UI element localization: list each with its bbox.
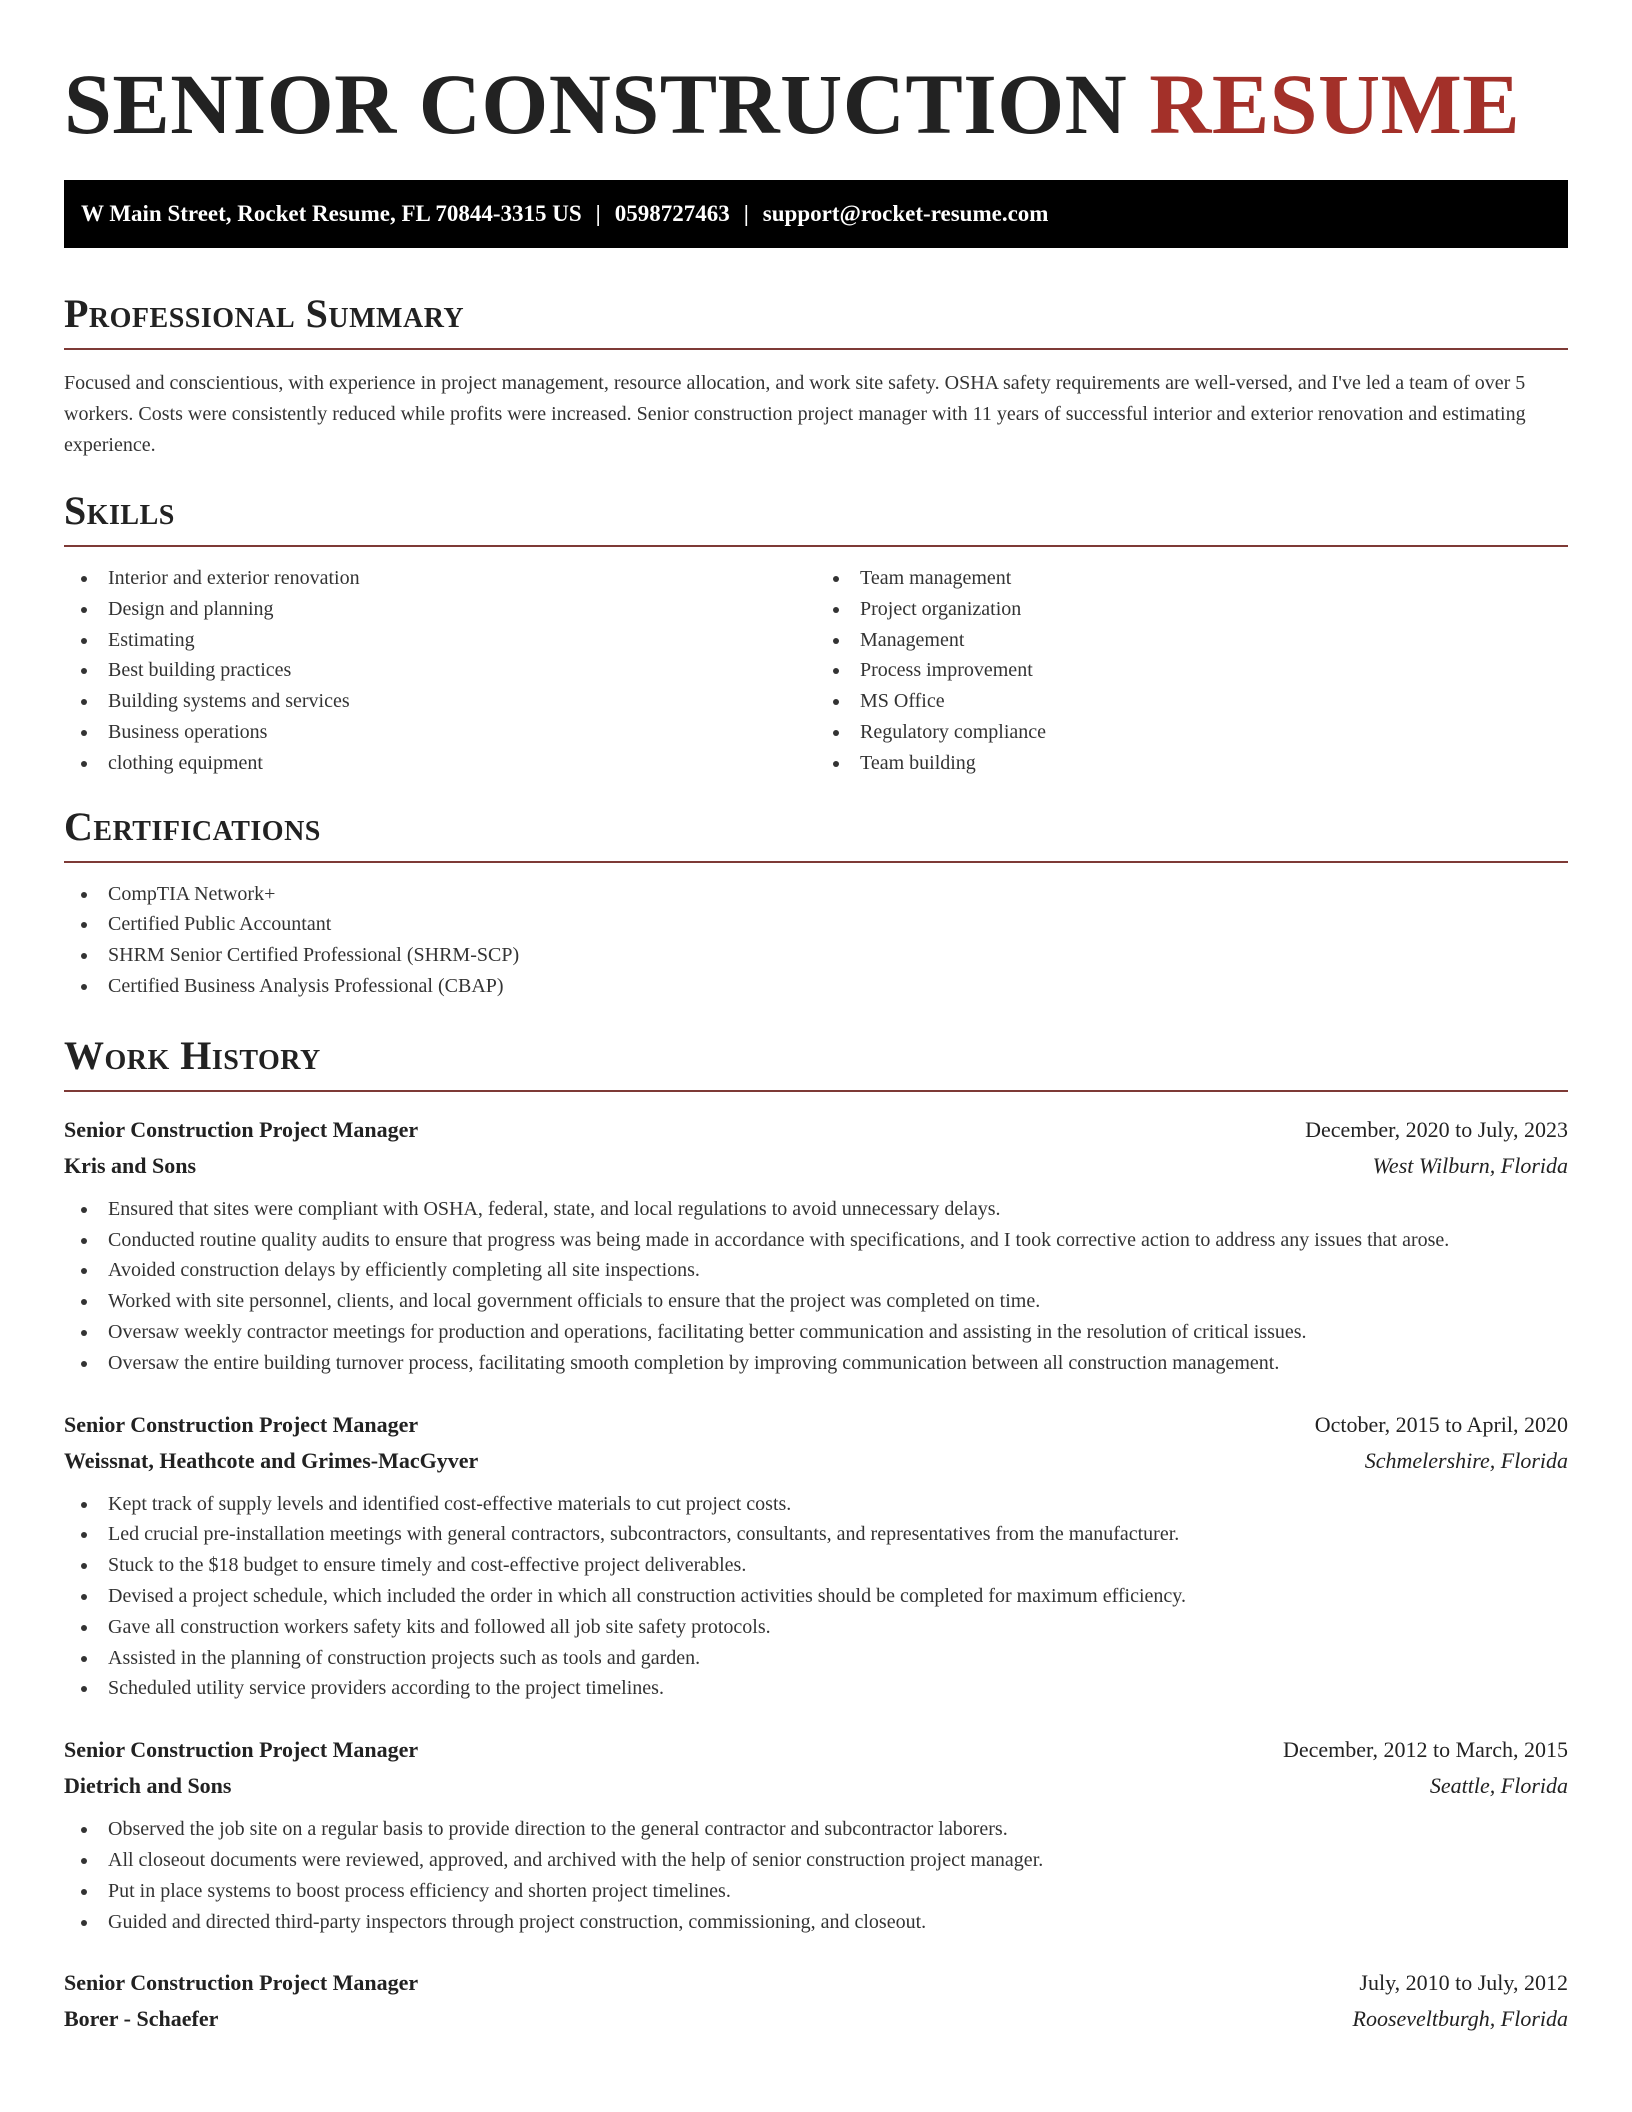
summary-text: Focused and conscientious, with experience in project management, resource allocation, and work site safety. OSHA safety requirements are well-versed, and I've led a team of over 5 workers. Costs were consistently reduced while profits were increased. Senior construction project manager with 11 years of successful interior and exterior renovation and estimating experience.: [64, 372, 1526, 456]
work-history-section: [64, 1032, 1568, 2038]
job-duty: Put in place systems to boost process efficiency and shorten project timelines.: [64, 1876, 1568, 1907]
job-duty: Gave all construction workers safety kits and followed all job site safety protocols.: [64, 1612, 1568, 1643]
job-duty: Ensured that sites were compliant with OSHA, federal, state, and local regulations to avoid unnecessary delays.: [64, 1194, 1568, 1225]
job-duty: Led crucial pre-installation meetings with general contractors, subcontractors, consultants, and representatives from the manufacturer.: [64, 1519, 1568, 1550]
job-entry: [64, 1732, 1568, 1937]
contact-separator: |: [595, 201, 601, 226]
job-subheader-row: [64, 1148, 1568, 1184]
job-company: Weissnat, Heathcote and Grimes-MacGyver: [64, 1447, 479, 1473]
summary-heading: Professional Summary: [64, 291, 465, 336]
certification-item: CompTIA Network+: [64, 879, 1568, 910]
job-location: Schmelershire, Florida: [1364, 1447, 1568, 1473]
job-duty: Avoided construction delays by efficiently completing all site inspections.: [64, 1255, 1568, 1286]
job-location: West Wilburn, Florida: [1372, 1152, 1568, 1178]
job-subheader-row: [64, 1768, 1568, 1804]
skill-item: Project organization: [816, 594, 1568, 625]
skill-item: Estimating: [64, 625, 816, 656]
job-header-row: [64, 1112, 1568, 1148]
job-role: Senior Construction Project Manager: [64, 1737, 419, 1763]
skill-item: Business operations: [64, 717, 816, 748]
skill-item: Regulatory compliance: [816, 717, 1568, 748]
job-entry: [64, 1112, 1568, 1379]
job-duty: Oversaw the entire building turnover process, facilitating smooth completion by improving communication between all construction management.: [64, 1348, 1568, 1379]
job-role: Senior Construction Project Manager: [64, 1116, 419, 1142]
skill-item: clothing equipment: [64, 748, 816, 779]
job-company: Kris and Sons: [64, 1152, 197, 1178]
contact-email: support@rocket-resume.com: [762, 201, 1049, 226]
job-duty: Assisted in the planning of construction projects such as tools and garden.: [64, 1643, 1568, 1674]
job-company: Dietrich and Sons: [64, 1773, 232, 1799]
job-duties-list: [64, 1814, 1568, 1937]
section-divider: [64, 1090, 1568, 1092]
job-header-row: [64, 1965, 1568, 2001]
job-duty: Scheduled utility service providers according to the project timelines.: [64, 1673, 1568, 1704]
certification-item: SHRM Senior Certified Professional (SHRM-SCP): [64, 940, 1568, 971]
job-duty: Observed the job site on a regular basis to provide direction to the general contractor and subcontractor laborers.: [64, 1814, 1568, 1845]
job-duty: Devised a project schedule, which included the order in which all construction activities should be completed for maximum efficiency.: [64, 1581, 1568, 1612]
job-dates: July, 2010 to July, 2012: [1359, 1970, 1568, 1996]
resume-title-main: SENIOR CONSTRUCTION: [64, 56, 1128, 152]
work-history-heading: Work History: [64, 1032, 321, 1078]
job-entry: [64, 1965, 1568, 2037]
certifications-heading: Certifications: [64, 803, 321, 849]
job-header-row: [64, 1732, 1568, 1768]
job-role: Senior Construction Project Manager: [64, 1970, 419, 1996]
job-duty: Worked with site personnel, clients, and local government officials to ensure that the project was completed on time.: [64, 1286, 1568, 1317]
skill-item: Interior and exterior renovation: [64, 563, 816, 594]
job-dates: December, 2012 to March, 2015: [1282, 1737, 1568, 1763]
skill-item: Team management: [816, 563, 1568, 594]
job-location: Seattle, Florida: [1429, 1773, 1568, 1799]
contact-address: W Main Street, Rocket Resume, FL 70844-3315 US: [81, 201, 582, 226]
job-duties-list: [64, 1194, 1568, 1379]
contact-phone: 0598727463: [614, 201, 730, 226]
skills-column-left: [64, 563, 816, 779]
job-duty: Stuck to the $18 budget to ensure timely and cost-effective project deliverables.: [64, 1550, 1568, 1581]
summary-section: [64, 290, 1568, 461]
job-entry: [64, 1407, 1568, 1705]
skills-column-right: [816, 563, 1568, 779]
job-duty: Kept track of supply levels and identified cost-effective materials to cut project costs.: [64, 1489, 1568, 1520]
certifications-list: [64, 879, 1568, 1002]
skill-item: Design and planning: [64, 594, 816, 625]
section-divider: [64, 545, 1568, 547]
resume-title-accent: RESUME: [1149, 56, 1521, 152]
certification-item: Certified Business Analysis Professional (CBAP): [64, 971, 1568, 1002]
job-role: Senior Construction Project Manager: [64, 1411, 419, 1437]
job-company: Borer - Schaefer: [64, 2006, 219, 2032]
certifications-section: [64, 803, 1568, 1002]
contact-separator: |: [743, 201, 749, 226]
job-dates: December, 2020 to July, 2023: [1305, 1116, 1568, 1142]
job-duty: Conducted routine quality audits to ensure that progress was being made in accordance with specifications, and I took corrective action to address any issues that arose.: [64, 1225, 1568, 1256]
skill-item: Process improvement: [816, 655, 1568, 686]
job-subheader-row: [64, 2001, 1568, 2037]
skill-item: Team building: [816, 748, 1568, 779]
skill-item: Best building practices: [64, 655, 816, 686]
contact-bar: [64, 180, 1568, 248]
job-dates: October, 2015 to April, 2020: [1314, 1411, 1568, 1437]
skills-heading: Skills: [64, 488, 175, 533]
job-subheader-row: [64, 1443, 1568, 1479]
job-duty: Oversaw weekly contractor meetings for production and operations, facilitating better communication and assisting in the resolution of critical issues.: [64, 1317, 1568, 1348]
job-header-row: [64, 1407, 1568, 1443]
skill-item: Building systems and services: [64, 686, 816, 717]
skills-section: [64, 487, 1568, 779]
skills-grid: [64, 563, 1568, 779]
job-duty: All closeout documents were reviewed, approved, and archived with the help of senior construction project manager.: [64, 1845, 1568, 1876]
resume-title: [64, 0, 1568, 152]
skill-item: Management: [816, 625, 1568, 656]
job-location: Rooseveltburgh, Florida: [1352, 2006, 1568, 2032]
job-duties-list: [64, 1489, 1568, 1705]
section-divider: [64, 348, 1568, 350]
job-duty: Guided and directed third-party inspectors through project construction, commissioning, and closeout.: [64, 1907, 1568, 1938]
section-divider: [64, 861, 1568, 863]
certification-item: Certified Public Accountant: [64, 909, 1568, 940]
skill-item: MS Office: [816, 686, 1568, 717]
